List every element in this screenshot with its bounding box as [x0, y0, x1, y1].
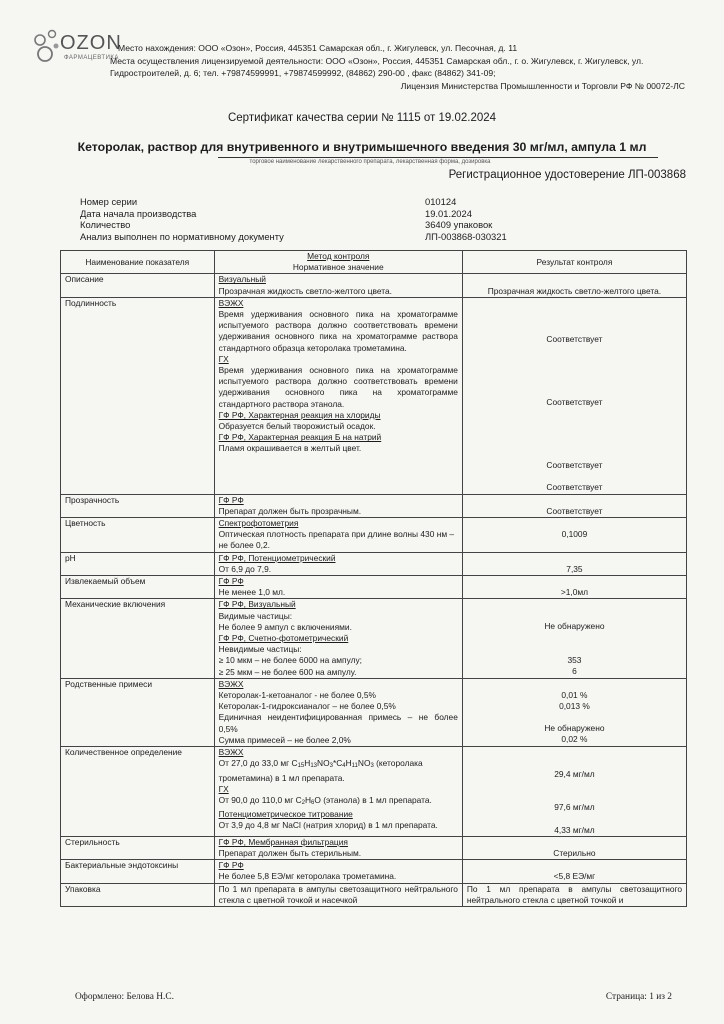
norm-text: Единичная неидентифицированная примесь – не более 0,5% — [218, 712, 458, 734]
norm-text: Не более 9 ампул с включениями. — [218, 621, 352, 632]
column-header-parameter: Наименование показателя — [61, 251, 215, 274]
method-name: Потенциометрическое титрование — [218, 809, 353, 820]
method-cell — [214, 297, 462, 494]
result-cell — [462, 274, 686, 297]
method-cell — [214, 552, 462, 575]
registration-number: Регистрационное удостоверение ЛП-003868 — [448, 169, 686, 181]
batch-info-key: Анализ выполнен по нормативному документу — [80, 230, 284, 242]
norm-text: Время удерживания основного пика на хроматограмме испытуемого раствора должно соответствовать времени удерживания основного пика на хроматограмме стандартного раствора этанола. — [218, 365, 458, 409]
norm-text: Видимые частицы: — [218, 610, 293, 621]
result-cell — [462, 860, 686, 883]
table-row — [61, 274, 687, 297]
result-value: 353 — [567, 654, 582, 665]
method-name: ГФ РФ, Счетно-фотометрический — [218, 633, 349, 644]
norm-text: От 3,9 до 4,8 мг NaCl (натрия хлорид) в 1 мл препарата. — [218, 820, 438, 831]
result-cell — [462, 883, 686, 906]
result-value: 4,33 мг/мл — [554, 824, 595, 835]
method-name: ВЭЖХ — [218, 678, 244, 689]
table-row — [61, 883, 687, 906]
result-value: 7,35 — [566, 563, 583, 574]
result-cell — [462, 297, 686, 494]
batch-info-value: 19.01.2024 — [425, 207, 472, 219]
norm-text: Препарат должен быть стерильным. — [218, 847, 362, 858]
column-header-norm-label: Нормативное значение — [292, 262, 384, 273]
norm-text: Кеторолак-1-кетоаналог - не более 0,5% — [218, 690, 376, 701]
product-underline — [218, 157, 658, 158]
logo-subtitle: ФАРМАЦЕВТИКА — [64, 55, 119, 61]
company-header — [110, 42, 690, 92]
norm-text-part: (кеторолака трометамина) в 1 мл препарата. — [218, 758, 423, 783]
result-value: 0,02 % — [561, 734, 588, 745]
norm-text: Пламя окрашивается в желтый цвет. — [218, 443, 362, 454]
norm-text: Оптическая плотность препарата при длине волны 430 нм – не более 0,2. — [218, 529, 455, 551]
result-cell — [462, 552, 686, 575]
result-value: 0,013 % — [559, 701, 590, 712]
method-cell — [214, 678, 462, 746]
norm-text: ≥ 10 мкм – не более 6000 на ампулу; — [218, 655, 362, 666]
table-row — [61, 836, 687, 859]
method-name: Спектрофотометрия — [218, 518, 299, 529]
norm-text: Не менее 1,0 мл. — [218, 587, 286, 598]
parameter-name: Описание — [61, 274, 215, 297]
result-value: 6 — [572, 665, 577, 676]
method-name: ВЭЖХ — [218, 297, 244, 308]
method-name: ГФ РФ — [218, 860, 244, 871]
parameter-name: Прозрачность — [61, 494, 215, 517]
norm-text: ≥ 25 мкм – не более 600 на ампулу. — [218, 666, 357, 677]
table-row — [61, 552, 687, 575]
norm-text: От 90,0 до 110,0 мг $C_2H_6O$ (этанола) в 1 мл препарата. — [218, 794, 432, 806]
norm-text: От 6,9 до 7,9. — [218, 563, 272, 574]
norm-text: От 27,0 до 33,0 мг $C_{15}H_{13}NO_3*C_4H_{11}NO_3$ (кеторолака трометамина) в 1 мл препарата. — [218, 758, 423, 783]
result-value: Соответствует — [546, 333, 603, 344]
header-line: Место нахождения: ООО «Озон», Россия, 445351 Самарская обл., г. Жигулевск, ул. Песочная, д. 11 — [118, 43, 518, 53]
result-cell — [462, 836, 686, 859]
result-value: 97,6 мг/мл — [554, 802, 595, 813]
method-name: ГФ РФ, Визуальный — [218, 599, 296, 610]
norm-text-part: От 90,0 до 110,0 мг C — [218, 794, 302, 805]
result-value: Соответствует — [546, 397, 603, 408]
parameter-name: Извлекаемый объем — [61, 576, 215, 599]
batch-info-key: Количество — [80, 219, 131, 230]
result-value: Соответствует — [546, 482, 603, 493]
result-cell — [462, 494, 686, 517]
result-value: По 1 мл препарата в ампулы светозащитного нейтрального стекла с цветной точкой и — [466, 883, 682, 905]
result-cell — [462, 678, 686, 746]
parameter-name: Количественное определение — [61, 747, 215, 837]
norm-text: Прозрачная жидкость светло-желтого цвета. — [218, 285, 392, 296]
header-line: Гидростроителей, д. 6; тел. +79874599991, +79874599992, (84862) 290-00 , факс (84862) 341-09; — [110, 68, 496, 79]
logo-name: OZON — [60, 32, 122, 54]
method-name: ГФ РФ, Характерная реакция Б на натрий — [218, 432, 382, 443]
method-name: ГФ РФ — [218, 576, 244, 587]
prepared-by: Оформлено: Белова Н.С. — [75, 992, 174, 1002]
norm-text: Сумма примесей – не более 2,0% — [218, 734, 351, 745]
column-header-method — [214, 251, 462, 274]
norm-text: Не более 5,8 ЕЭ/мг кеторолака трометамина. — [218, 871, 397, 882]
norm-text: По 1 мл препарата в ампулы светозащитного нейтрального стекла с цветной точкой и насечкой — [218, 883, 458, 905]
norm-text-part: От 27,0 до 33,0 мг C — [218, 758, 298, 769]
norm-text-part: (этанола) в 1 мл препарата. — [320, 794, 432, 805]
parameter-name: Цветность — [61, 518, 215, 553]
parameter-name: Бактериальные эндотоксины — [61, 860, 215, 883]
batch-info-row — [80, 231, 680, 243]
product-name: Кеторолак, раствор для внутривенного и внутримышечного введения 30 мг/мл, ампула 1 мл — [77, 140, 647, 154]
norm-text: Кеторолак-1-гидроксианалог – не более 0,5% — [218, 701, 396, 712]
batch-info-value: ЛП-003868-030321 — [425, 230, 507, 242]
result-value: Соответствует — [546, 460, 603, 471]
method-cell — [214, 494, 462, 517]
result-value: 29,4 мг/мл — [554, 769, 595, 780]
result-value: Соответствует — [546, 505, 603, 516]
result-value: >1,0мл — [560, 587, 589, 598]
batch-info-row — [80, 208, 680, 220]
result-cell — [462, 599, 686, 678]
method-cell — [214, 518, 462, 553]
method-cell — [214, 599, 462, 678]
method-name: ГФ РФ, Характерная реакция на хлориды — [218, 409, 381, 420]
method-name: ГФ РФ, Мембранная фильтрация — [218, 836, 348, 847]
batch-info — [80, 196, 680, 242]
parameter-name: Родственные примеси — [61, 678, 215, 746]
method-cell — [214, 836, 462, 859]
method-name: ГФ РФ, Потенциометрический — [218, 552, 336, 563]
result-value: Стерильно — [553, 847, 596, 858]
result-cell — [462, 747, 686, 837]
method-name: Визуальный — [218, 274, 266, 285]
method-cell — [214, 860, 462, 883]
page-number: Страница: 1 из 2 — [605, 992, 672, 1002]
method-name: ГХ — [218, 783, 229, 794]
batch-info-key: Дата начала производства — [80, 207, 197, 219]
column-header-result: Результат контроля — [462, 251, 686, 274]
parameter-name: Подлинность — [61, 297, 215, 494]
batch-info-value: 36409 упаковок — [425, 219, 493, 230]
table-header-row — [61, 251, 687, 274]
header-license: Лицензия Министерства Промышленности и Торговли РФ № 00072-ЛС — [400, 80, 685, 91]
norm-text: Образуется белый творожистый осадок. — [218, 421, 376, 432]
result-value: 0,01 % — [561, 689, 588, 700]
result-value: Прозрачная жидкость светло-желтого цвета. — [487, 285, 662, 296]
method-cell — [214, 576, 462, 599]
method-cell — [214, 274, 462, 297]
result-value: Не обнаружено — [544, 621, 605, 632]
norm-text: Время удерживания основного пика на хроматограмме испытуемого раствора должно соответствовать времени удерживания основного пика на хроматограмме раствора стандартного образца кеторолака трометамина. — [218, 309, 458, 353]
result-value: <5,8 ЕЭ/мг — [553, 871, 596, 882]
table-row — [61, 518, 687, 553]
batch-info-row — [80, 219, 680, 231]
batch-info-row — [80, 196, 680, 208]
table-row — [61, 494, 687, 517]
quality-table — [60, 250, 687, 907]
table-row — [61, 297, 687, 494]
table-row — [61, 860, 687, 883]
norm-text: Невидимые частицы: — [218, 644, 302, 655]
table-row — [61, 576, 687, 599]
batch-info-key: Номер серии — [80, 196, 138, 207]
table-row — [61, 678, 687, 746]
result-cell — [462, 518, 686, 553]
parameter-name: pH — [61, 552, 215, 575]
batch-info-value: 010124 — [425, 196, 457, 207]
result-value: Не обнаружено — [544, 723, 605, 734]
method-name: ГХ — [218, 353, 229, 364]
header-line: Места осуществления лицензируемой деятельности: ООО «Озон», Россия, 445351 Самарская обл., г. о. Жигулевск, г. Жигулевск, ул. — [110, 55, 644, 66]
certificate-title: Сертификат качества серии № 1115 от 19.02.2024 — [227, 112, 497, 124]
method-name: ВЭЖХ — [218, 747, 244, 758]
table-row — [61, 599, 687, 678]
parameter-name: Упаковка — [61, 883, 215, 906]
parameter-name: Стерильность — [61, 836, 215, 859]
method-name: ГФ РФ — [218, 494, 244, 505]
result-cell — [462, 576, 686, 599]
product-caption: торговое наименование лекарственного препарата, лекарственная форма, дозировка — [249, 159, 491, 165]
method-cell — [214, 747, 462, 837]
norm-text: Препарат должен быть прозрачным. — [218, 505, 362, 516]
table-row — [61, 747, 687, 837]
column-header-method-label: Метод контроля — [307, 251, 370, 261]
method-cell — [214, 883, 462, 906]
parameter-name: Механические включения — [61, 599, 215, 678]
result-value: 0,1009 — [561, 529, 588, 540]
